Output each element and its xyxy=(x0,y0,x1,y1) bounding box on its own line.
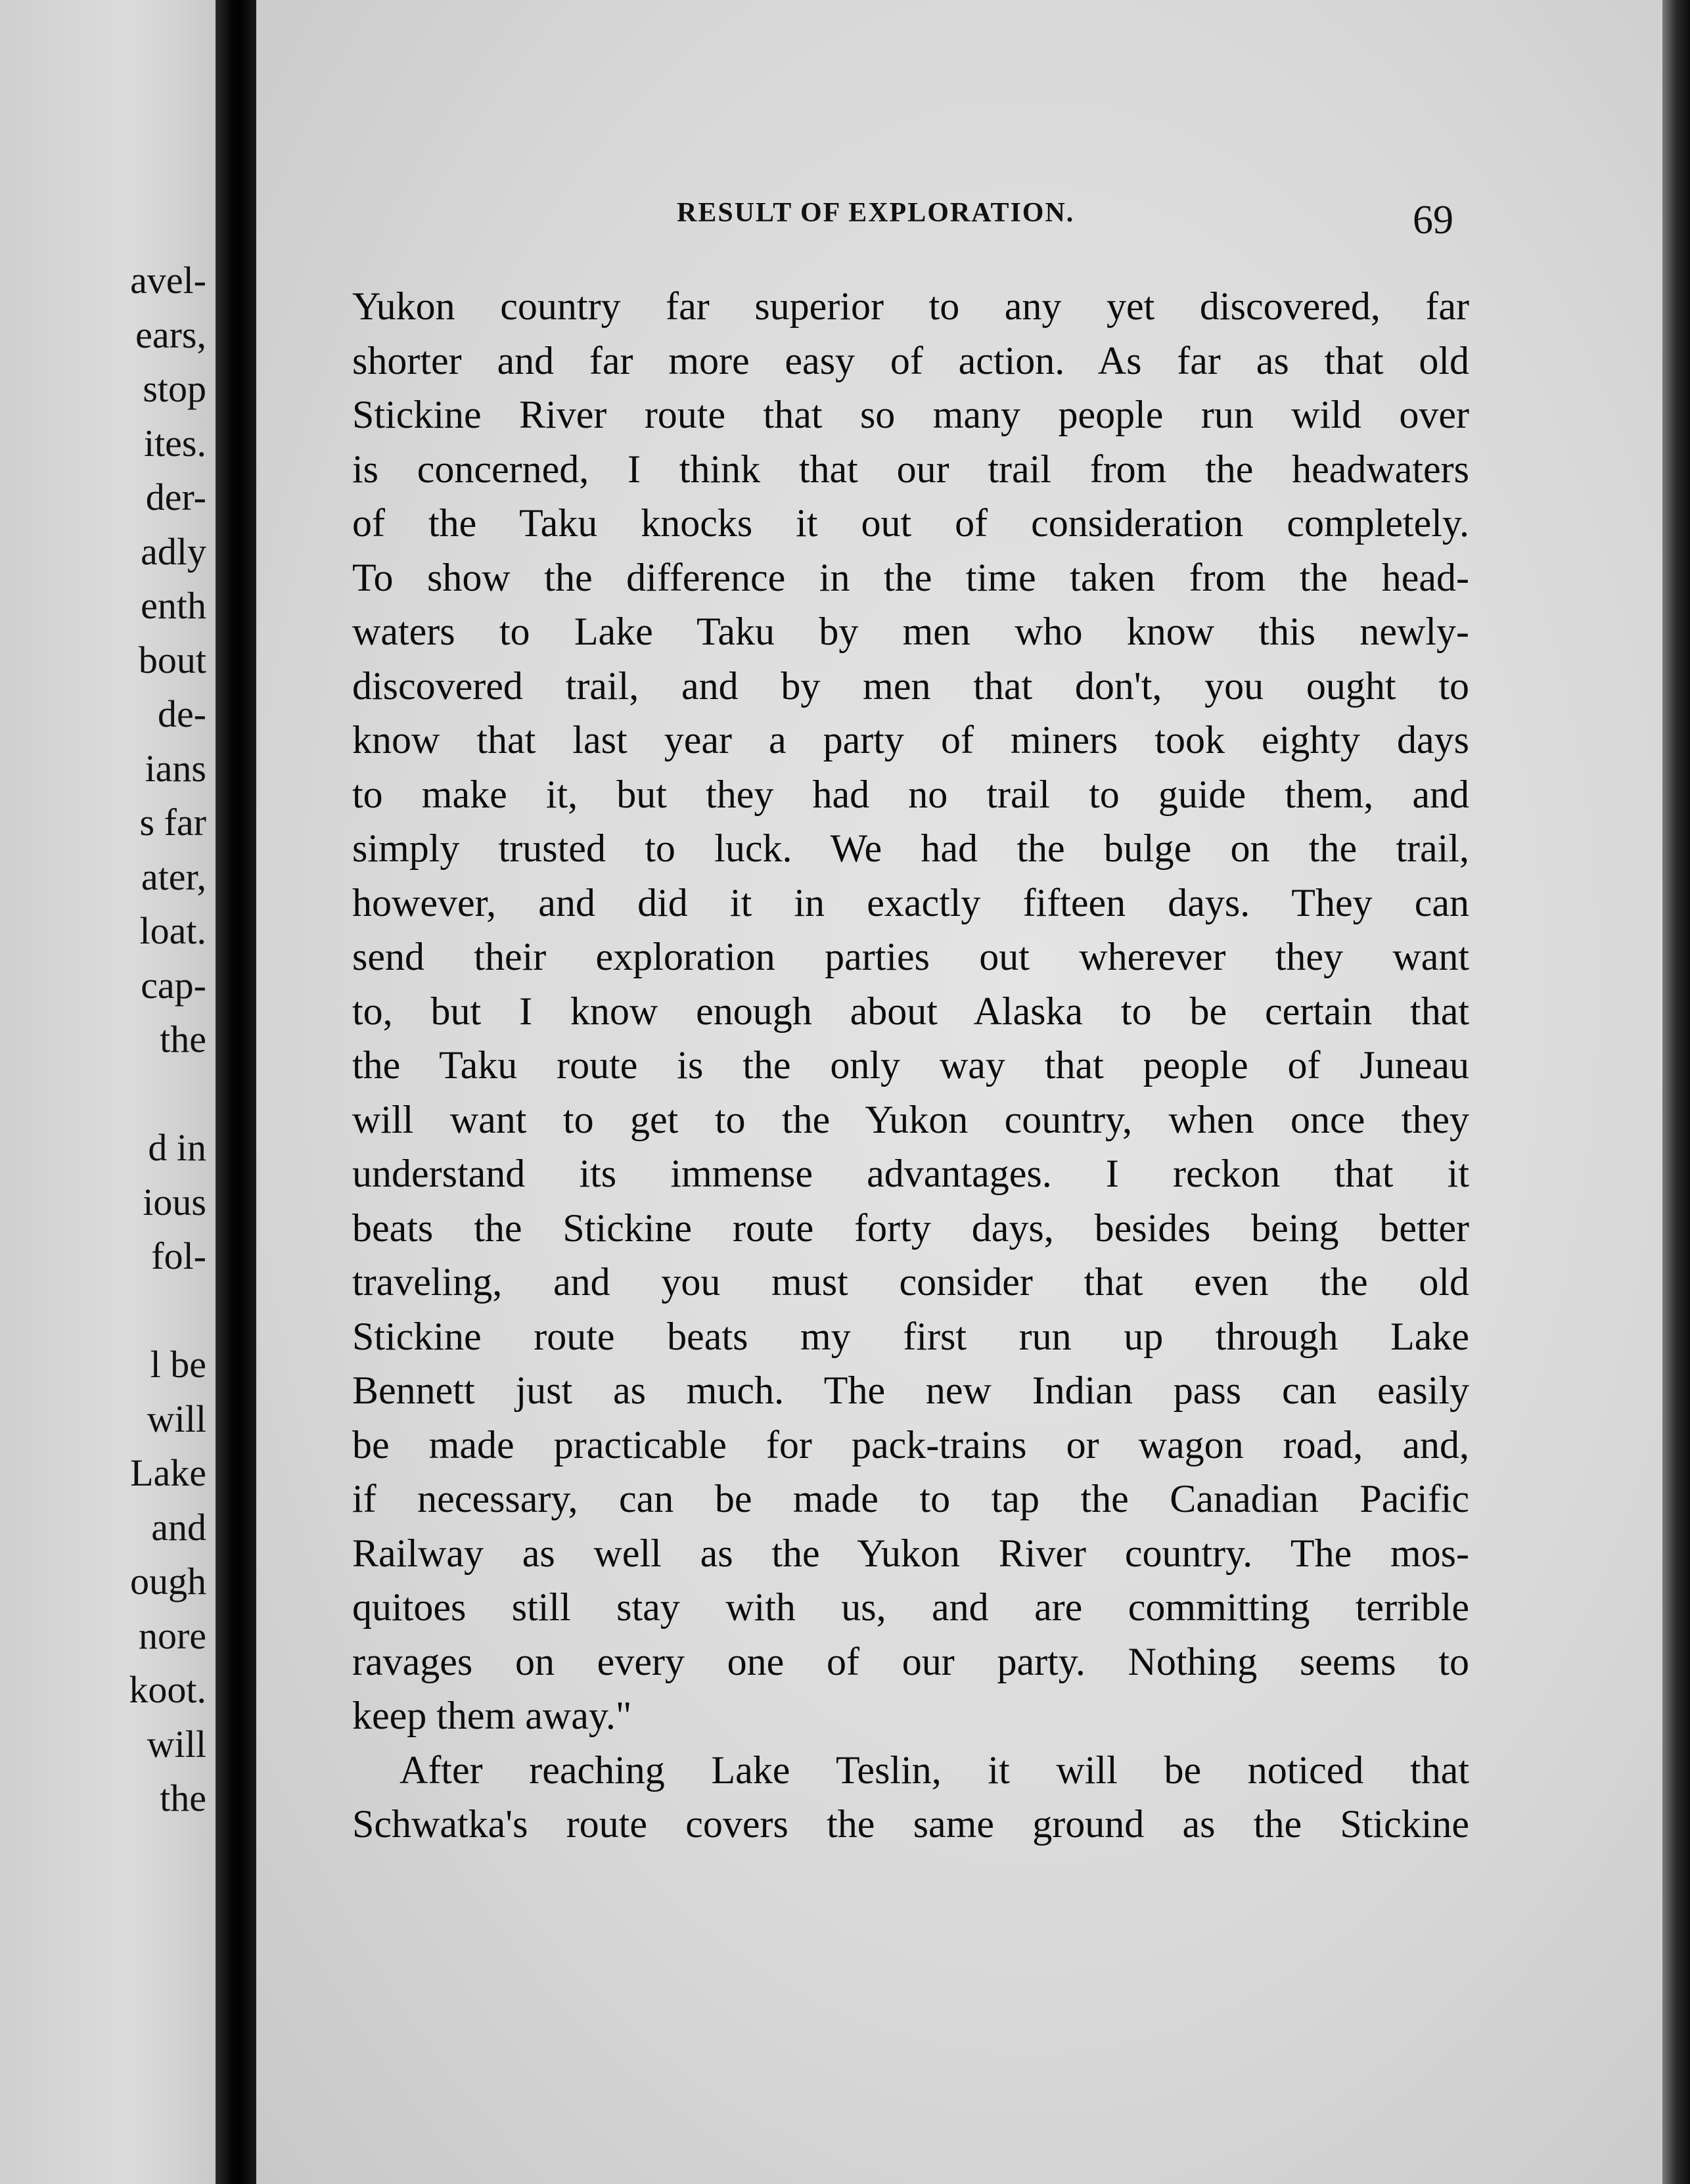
left-page-line: ater, xyxy=(141,855,206,898)
left-page-line: bout xyxy=(138,638,206,681)
text-line: will want to get to the Yukon country, when once they xyxy=(352,1097,1469,1141)
text-line: quitoes still stay with us, and are committing terrible xyxy=(352,1585,1469,1629)
left-page-line: and xyxy=(151,1505,206,1549)
left-page-line: cap- xyxy=(141,963,206,1007)
text-line: discovered trail, and by men that don't, you ought to xyxy=(352,664,1469,708)
left-page-line: l be xyxy=(150,1343,206,1386)
text-line: if necessary, can be made to tap the Canadian Pacific xyxy=(352,1477,1469,1520)
left-page-line: Lake xyxy=(130,1451,206,1494)
text-line: send their exploration parties out wherever they want xyxy=(352,935,1469,978)
page-edge xyxy=(1662,0,1690,2184)
left-page-line: will xyxy=(147,1722,206,1765)
left-page-line: the xyxy=(160,1777,206,1819)
left-page-line: avel- xyxy=(130,259,206,302)
text-line: know that last year a party of miners took eighty days xyxy=(352,718,1469,762)
text-line: to make it, but they had no trail to guide them, and xyxy=(352,772,1469,816)
text-line: Stickine River route that so many people run wild over xyxy=(352,393,1469,436)
text-line: To show the difference in the time taken from the head- xyxy=(352,555,1469,599)
left-page-line: ious xyxy=(143,1180,206,1223)
text-line: waters to Lake Taku by men who know this newly- xyxy=(352,610,1469,653)
left-page-line: enth xyxy=(141,584,206,627)
left-page-line: koot. xyxy=(129,1668,206,1711)
book-gutter xyxy=(216,0,256,2184)
left-page-line: the xyxy=(160,1018,206,1060)
page-number: 69 xyxy=(1413,198,1453,242)
left-page-line: stop xyxy=(143,367,206,410)
text-line: Bennett just as much. The new Indian pass can easily xyxy=(352,1369,1469,1412)
left-page-line: de- xyxy=(157,693,206,735)
text-line: be made practicable for pack-trains or wagon road, and, xyxy=(352,1422,1469,1467)
text-line: Yukon country far superior to any yet discovered, far xyxy=(352,284,1469,328)
left-page-line: will xyxy=(147,1397,206,1440)
body-text xyxy=(352,279,1469,1852)
text-line: of the Taku knocks it out of consideration completely. xyxy=(352,501,1469,545)
left-page-line: d in xyxy=(148,1126,206,1169)
left-page-line: ears, xyxy=(135,313,206,356)
text-line: Stickine route beats my first run up through Lake xyxy=(352,1314,1469,1358)
left-page-line: ough xyxy=(130,1560,206,1603)
left-page-line: nore xyxy=(138,1614,206,1657)
left-page-line: fol- xyxy=(151,1235,206,1277)
left-page-line: der- xyxy=(145,476,206,518)
text-line: understand its immense advantages. I reckon that it xyxy=(352,1152,1469,1195)
left-page-line: ians xyxy=(145,746,206,790)
text-line: ravages on every one of our party. Nothing seems to xyxy=(352,1639,1469,1683)
left-page-line: adly xyxy=(141,530,206,573)
text-line: simply trusted to luck. We had the bulge on the trail, xyxy=(352,827,1469,870)
text-line: the Taku route is the only way that people of Juneau xyxy=(352,1043,1469,1087)
left-page-line: ites. xyxy=(143,421,206,465)
text-line: keep them away." xyxy=(352,1694,632,1737)
book-page xyxy=(256,0,1662,2184)
text-line: Railway as well as the Yukon River country. The mos- xyxy=(352,1531,1469,1575)
text-line: shorter and far more easy of action. As far as that old xyxy=(352,338,1469,382)
text-line: Schwatka's route covers the same ground as the Stickine xyxy=(352,1802,1469,1846)
left-page-line: s far xyxy=(139,801,206,844)
text-line: After reaching Lake Teslin, it will be noticed that xyxy=(400,1748,1469,1792)
text-line: is concerned, I think that our trail from the headwaters xyxy=(352,447,1469,491)
left-page-fragment xyxy=(0,0,216,2184)
text-line: beats the Stickine route forty days, besides being better xyxy=(352,1206,1469,1250)
text-line: however, and did it in exactly fifteen days. They can xyxy=(352,880,1469,924)
text-line: traveling, and you must consider that even the old xyxy=(352,1260,1469,1304)
text-line: to, but I know enough about Alaska to be certain that xyxy=(352,989,1469,1033)
running-head: RESULT OF EXPLORATION. xyxy=(677,198,1075,228)
left-page-line: loat. xyxy=(139,909,206,952)
